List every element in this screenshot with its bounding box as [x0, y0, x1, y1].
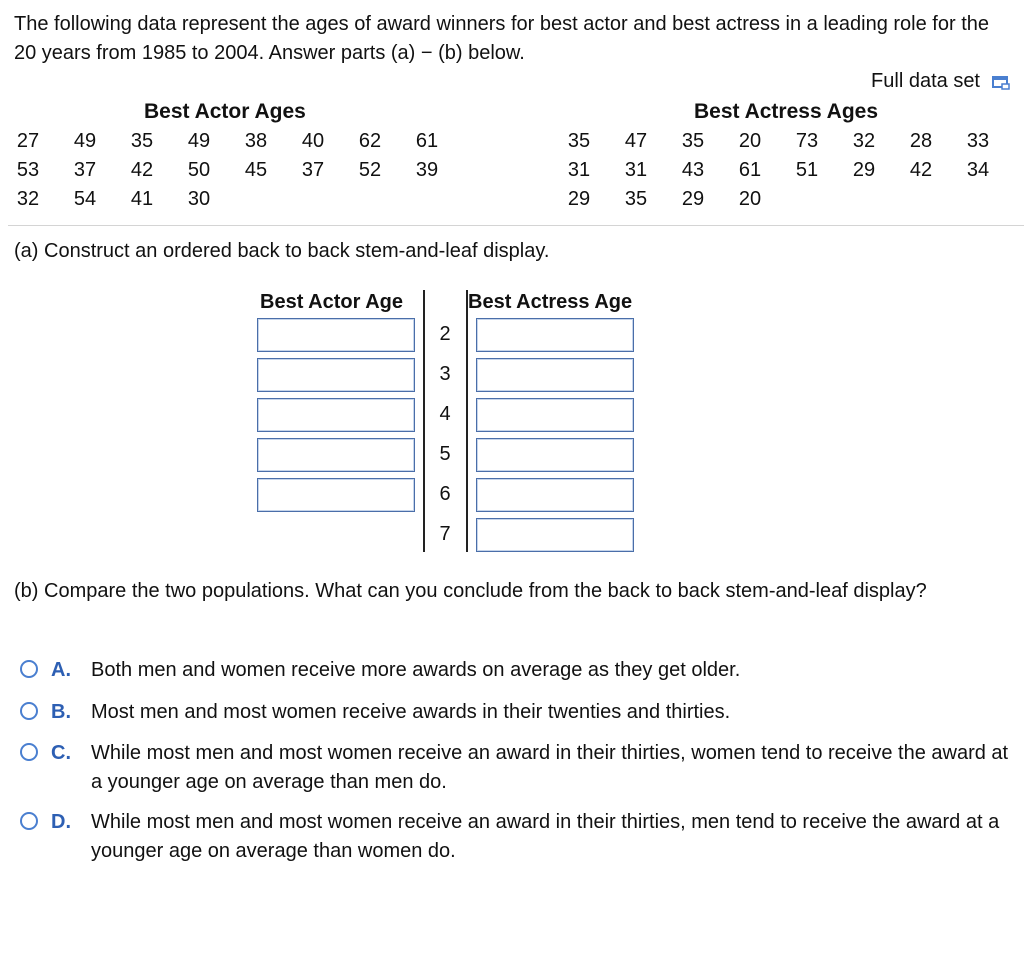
- actress-age-value: 35: [567, 130, 591, 152]
- actor-leaf-input-stem-6[interactable]: [257, 478, 415, 512]
- actress-age-value: 29: [681, 188, 705, 210]
- actor-age-value: 50: [187, 159, 211, 181]
- stem-divider-left: [423, 290, 425, 552]
- stem-value: 3: [439, 363, 451, 385]
- radio-button[interactable]: [20, 812, 38, 830]
- actor-table-title: Best Actor Ages: [144, 100, 306, 123]
- actor-age-value: 61: [415, 130, 439, 152]
- actress-age-value: 61: [738, 159, 762, 181]
- actress-age-value: 35: [681, 130, 705, 152]
- actress-age-value: 31: [567, 159, 591, 181]
- answer-option-c[interactable]: [20, 739, 1010, 797]
- stem-value: 5: [439, 443, 451, 465]
- actress-age-value: 31: [624, 159, 648, 181]
- part-a-prompt: (a) Construct an ordered back to back stem-and-leaf display.: [14, 240, 550, 262]
- actor-age-value: 38: [244, 130, 268, 152]
- actor-leaf-input-stem-4[interactable]: [257, 398, 415, 432]
- actor-age-value: 49: [73, 130, 97, 152]
- actress-age-value: 33: [966, 130, 990, 152]
- actress-table-title: Best Actress Ages: [694, 100, 879, 123]
- option-text: Both men and women receive more awards on average as they get older.: [91, 659, 741, 681]
- stem-value: 2: [439, 323, 451, 345]
- actor-age-value: 54: [73, 188, 97, 210]
- actress-age-value: 34: [966, 159, 990, 181]
- actress-age-column-header: Best Actress Age: [468, 291, 633, 313]
- actress-age-value: 20: [738, 130, 762, 152]
- stem-divider-right: [466, 290, 468, 552]
- actor-age-value: 39: [415, 159, 439, 181]
- actor-leaf-input-stem-5[interactable]: [257, 438, 415, 472]
- radio-button[interactable]: [20, 743, 38, 761]
- actress-age-value: 43: [681, 159, 705, 181]
- answer-option-b[interactable]: [20, 698, 1010, 727]
- actress-leaf-input-stem-4[interactable]: [476, 398, 634, 432]
- section-divider: [8, 225, 1024, 226]
- option-letter: A.: [51, 659, 71, 681]
- full-data-set-link[interactable]: [871, 70, 1012, 93]
- actor-leaf-input-stem-3[interactable]: [257, 358, 415, 392]
- option-letter: D.: [51, 811, 71, 833]
- actor-age-value: 30: [187, 188, 211, 210]
- answer-option-a[interactable]: [20, 656, 1010, 685]
- actor-age-column-header: Best Actor Age: [260, 291, 403, 313]
- actor-leaf-input-stem-2[interactable]: [257, 318, 415, 352]
- actor-age-value: 37: [73, 159, 97, 181]
- actor-age-value: 27: [16, 130, 40, 152]
- radio-button[interactable]: [20, 660, 38, 678]
- actor-age-value: 52: [358, 159, 382, 181]
- actress-age-value: 28: [909, 130, 933, 152]
- option-text: Most men and most women receive awards in their twenties and thirties.: [91, 701, 731, 723]
- actor-age-value: 32: [16, 188, 40, 210]
- actress-age-value: 35: [624, 188, 648, 210]
- actress-age-value: 29: [567, 188, 591, 210]
- question-intro: The following data represent the ages of award winners for best actor and best actress in a leading role for the 20 years from 1985 to 2004. Answer parts (a) − (b) below.: [14, 13, 989, 64]
- actor-age-value: 40: [301, 130, 325, 152]
- actor-age-value: 37: [301, 159, 325, 181]
- part-b-prompt: (b) Compare the two populations. What can you conclude from the back to back stem-and-leaf display?: [14, 580, 927, 602]
- option-text: While most men and most women receive an award in their thirties, women tend to receive the award at a younger age on average than men do.: [91, 742, 1009, 793]
- actress-age-value: 47: [624, 130, 648, 152]
- actress-age-value: 51: [795, 159, 819, 181]
- actress-age-value: 42: [909, 159, 933, 181]
- stem-value: 6: [439, 483, 451, 505]
- actress-leaf-input-stem-3[interactable]: [476, 358, 634, 392]
- option-letter: B.: [51, 701, 71, 723]
- actor-age-value: 42: [130, 159, 154, 181]
- actress-leaf-input-stem-7[interactable]: [476, 518, 634, 552]
- actress-age-value: 29: [852, 159, 876, 181]
- actress-age-value: 20: [738, 188, 762, 210]
- option-text: While most men and most women receive an award in their thirties, men tend to receive the award at a younger age on average than women do.: [91, 811, 1000, 862]
- actor-age-value: 35: [130, 130, 154, 152]
- full-data-set-label: Full data set: [871, 70, 980, 92]
- stem-value: 4: [439, 403, 451, 425]
- radio-button[interactable]: [20, 702, 38, 720]
- actor-age-value: 41: [130, 188, 154, 210]
- actress-age-value: 32: [852, 130, 876, 152]
- actress-leaf-input-stem-6[interactable]: [476, 478, 634, 512]
- option-letter: C.: [51, 742, 71, 764]
- actor-age-value: 45: [244, 159, 268, 181]
- data-set-icon: [990, 71, 1012, 93]
- answer-option-d[interactable]: [20, 808, 1010, 866]
- actress-leaf-input-stem-5[interactable]: [476, 438, 634, 472]
- stem-value: 7: [439, 523, 451, 545]
- actor-age-value: 53: [16, 159, 40, 181]
- actress-age-value: 73: [795, 130, 819, 152]
- actor-age-value: 49: [187, 130, 211, 152]
- actor-age-value: 62: [358, 130, 382, 152]
- actress-leaf-input-stem-2[interactable]: [476, 318, 634, 352]
